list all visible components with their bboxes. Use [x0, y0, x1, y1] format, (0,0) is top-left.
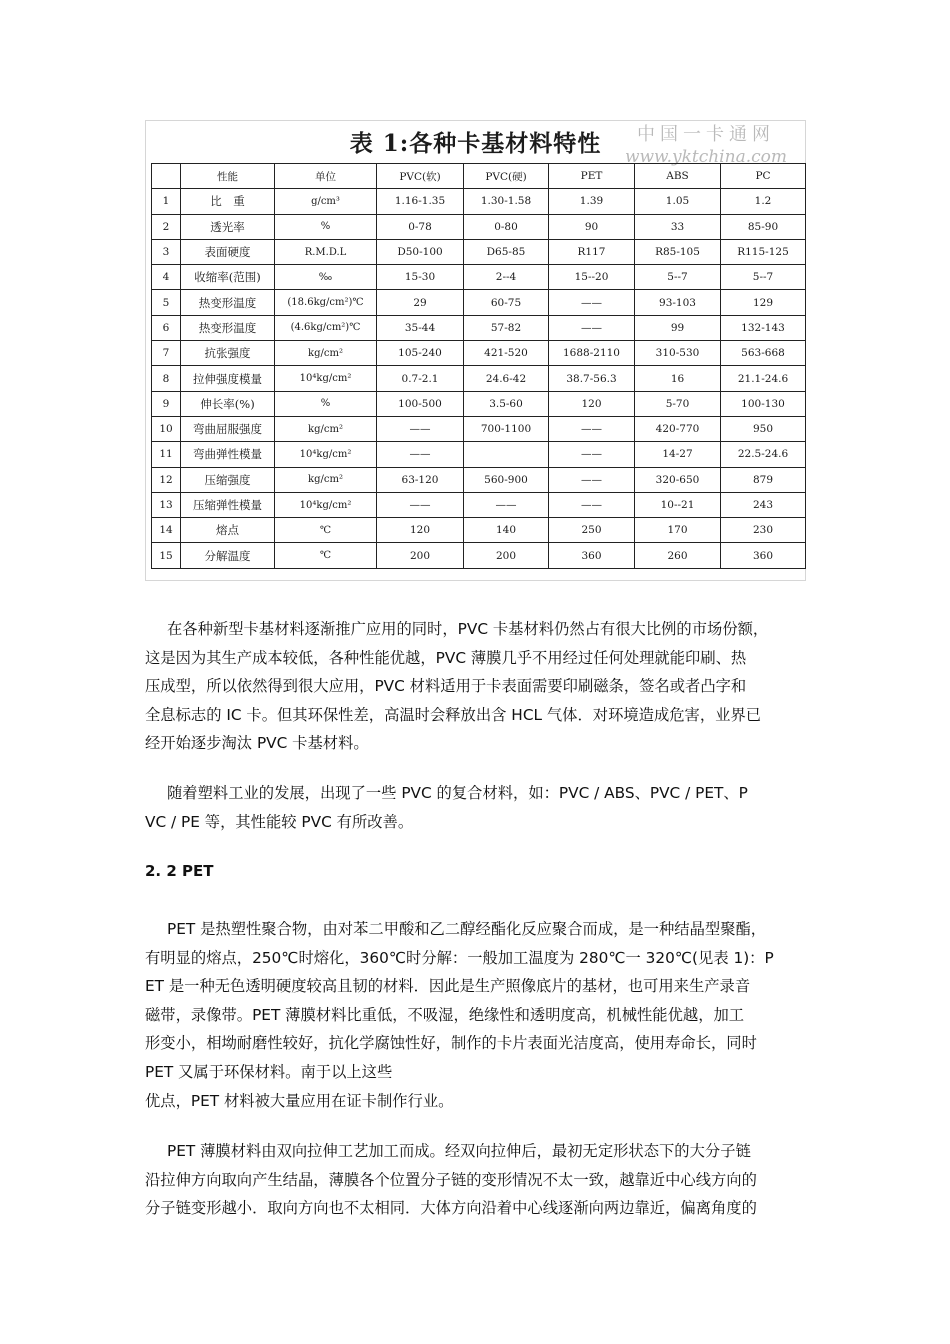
table-cell: (18.6kg/cm²)℃ — [275, 290, 377, 315]
table-header-cell — [152, 164, 181, 189]
text-line: ET 是一种无色透明硬度较高且韧的材料．因此是生产照像底片的基材，也可用来生产录音 — [145, 977, 751, 996]
table-cell: 1.2 — [721, 189, 806, 214]
table-cell: R117 — [549, 239, 635, 264]
table-cell: 310-530 — [635, 341, 721, 366]
table-cell: 热变形温度 — [181, 315, 275, 340]
table-cell: 15 — [152, 543, 181, 568]
table-cell: —— — [377, 492, 464, 517]
table-cell: 5--7 — [721, 265, 806, 290]
table-cell: 200 — [464, 543, 549, 568]
table-cell: kg/cm² — [275, 341, 377, 366]
table-cell: D65-85 — [464, 239, 549, 264]
text-line: PET 又属于环保材料。南于以上这些 — [145, 1062, 393, 1081]
table-cell: 弯曲屈服强度 — [181, 416, 275, 441]
table-cell: (4.6kg/cm²)℃ — [275, 315, 377, 340]
table-cell: 320-650 — [635, 467, 721, 492]
table-cell: 14-27 — [635, 442, 721, 467]
table-cell: 12 — [152, 467, 181, 492]
text-line: 全息标志的 IC 卡。但其环保性差，高温时会释放出含 HCL 气体．对环境造成危害，业界已 — [145, 705, 762, 724]
table-row — [152, 543, 806, 568]
table-cell: 560-900 — [464, 467, 549, 492]
table-cell: 伸长率(%) — [181, 391, 275, 416]
text-line: 磁带，录像带。PET 薄膜材料比重低，不吸湿，绝缘性和透明度高，机械性能优越，加工 — [145, 1005, 745, 1024]
text-line: 分子链变形越小．取向方向也不太相同．大体方向沿着中心线逐渐向两边靠近，偏离角度的 — [145, 1199, 757, 1218]
table-cell: 170 — [635, 518, 721, 543]
table-cell: 10⁴kg/cm² — [275, 366, 377, 391]
table-cell: 260 — [635, 543, 721, 568]
table-row — [152, 239, 806, 264]
table-cell: 表面硬度 — [181, 239, 275, 264]
table-figure — [145, 120, 806, 581]
table-cell: 抗张强度 — [181, 341, 275, 366]
table-cell: 33 — [635, 214, 721, 239]
table-row — [152, 214, 806, 239]
table-cell: 99 — [635, 315, 721, 340]
table-row — [152, 467, 806, 492]
text-line: 压成型，所以依然得到很大应用，PVC 材料适用于卡表面需要印刷磁条，签名或者凸字和 — [145, 677, 747, 696]
table-cell: 57-82 — [464, 315, 549, 340]
text-line: 随着塑料工业的发展，出现了一些 PVC 的复合材料，如：PVC / ABS、PVC / PET、P — [167, 784, 748, 802]
section-heading-pet: 2. 2 PET — [145, 862, 214, 880]
table-cell: 0-80 — [464, 214, 549, 239]
table-cell: 420-770 — [635, 416, 721, 441]
table-row — [152, 492, 806, 517]
table-cell: 950 — [721, 416, 806, 441]
table-cell: 1.16-1.35 — [377, 189, 464, 214]
table-cell: 分解温度 — [181, 543, 275, 568]
table-cell: —— — [377, 416, 464, 441]
watermark-cn: 中国一卡通网 — [636, 124, 775, 145]
table-cell: 1.39 — [549, 189, 635, 214]
table-cell: 2 — [152, 214, 181, 239]
table-title: 表 1:各种卡基材料特性 — [349, 130, 602, 157]
table-cell: R115-125 — [721, 239, 806, 264]
table-cell: 15--20 — [549, 265, 635, 290]
table-cell: —— — [549, 416, 635, 441]
table-cell: 收缩率(范围) — [181, 265, 275, 290]
table-header-cell: PET — [549, 164, 635, 189]
table-cell: 0.7-2.1 — [377, 366, 464, 391]
table-cell: —— — [549, 467, 635, 492]
table-cell: 1 — [152, 189, 181, 214]
table-cell: 10⁴kg/cm² — [275, 492, 377, 517]
paragraph-pet-properties — [145, 915, 810, 1115]
text-line: 这是因为其生产成本较低，各种性能优越，PVC 薄膜几乎不用经过任何处理就能印刷、热 — [145, 648, 747, 667]
watermark-url: www.yktchina.com — [624, 147, 787, 167]
table-row — [152, 391, 806, 416]
table-cell: 5 — [152, 290, 181, 315]
table-cell: 3 — [152, 239, 181, 264]
table-cell: 38.7-56.3 — [549, 366, 635, 391]
table-cell: 4 — [152, 265, 181, 290]
table-cell: 243 — [721, 492, 806, 517]
table-cell: 29 — [377, 290, 464, 315]
table-cell: ℃ — [275, 518, 377, 543]
text-line: 优点，PET 材料被大量应用在证卡制作行业。 — [145, 1091, 454, 1110]
table-row — [152, 442, 806, 467]
table-header-cell: 单位 — [275, 164, 377, 189]
table-cell — [464, 442, 549, 467]
table-cell: 132-143 — [721, 315, 806, 340]
table-cell: 5--7 — [635, 265, 721, 290]
table-cell: 透光率 — [181, 214, 275, 239]
paragraph-pet-film — [145, 1137, 810, 1223]
table-cell: % — [275, 214, 377, 239]
table-cell: R.M.D.L — [275, 239, 377, 264]
table-cell: —— — [549, 492, 635, 517]
table-row — [152, 518, 806, 543]
table-cell: —— — [377, 442, 464, 467]
table-header-cell: PVC(硬) — [464, 164, 549, 189]
table-row — [152, 265, 806, 290]
table-cell: 360 — [549, 543, 635, 568]
table-cell: 5-70 — [635, 391, 721, 416]
table-cell: 1.30-1.58 — [464, 189, 549, 214]
table-row — [152, 366, 806, 391]
text-line: 在各种新型卡基材料逐渐推广应用的同时，PVC 卡基材料仍然占有很大比例的市场份额， — [167, 620, 769, 638]
table-header-cell: 性能 — [181, 164, 275, 189]
table-cell: 7 — [152, 341, 181, 366]
table-cell: 100-130 — [721, 391, 806, 416]
text-line: 经开始逐步淘汰 PVC 卡基材料。 — [145, 734, 369, 753]
table-cell: 360 — [721, 543, 806, 568]
table-cell: 63-120 — [377, 467, 464, 492]
table-cell: ‰ — [275, 265, 377, 290]
table-cell: 1.05 — [635, 189, 721, 214]
table-cell: 10--21 — [635, 492, 721, 517]
text-line: 有明显的熔点，250℃时熔化，360℃时分解：一般加工温度为 280℃一 320℃(见表 1)：P — [145, 948, 774, 967]
table-cell: 85-90 — [721, 214, 806, 239]
text-line: 形变小，相坳耐磨性较好，抗化学腐蚀性好，制作的卡片表面光洁度高，使用寿命长，同时 — [145, 1034, 757, 1053]
table-cell: —— — [464, 492, 549, 517]
table-cell: 120 — [377, 518, 464, 543]
text-line: PET 薄膜材料由双向拉伸工艺加工而成。经双向拉伸后，最初无定形状态下的大分子链 — [167, 1142, 751, 1160]
table-cell: 700-1100 — [464, 416, 549, 441]
table-header-cell: PC — [721, 164, 806, 189]
paragraph-pvc-market — [145, 615, 810, 758]
table-cell: 60-75 — [464, 290, 549, 315]
table-cell: 0-78 — [377, 214, 464, 239]
properties-table — [151, 163, 806, 569]
table-row — [152, 189, 806, 214]
table-cell: R85-105 — [635, 239, 721, 264]
table-row — [152, 341, 806, 366]
table-cell: 13 — [152, 492, 181, 517]
table-cell: 140 — [464, 518, 549, 543]
table-cell: 压缩弹性模量 — [181, 492, 275, 517]
table-cell: 14 — [152, 518, 181, 543]
table-cell: 2--4 — [464, 265, 549, 290]
table-cell: 22.5-24.6 — [721, 442, 806, 467]
table-cell: 热变形温度 — [181, 290, 275, 315]
table-row — [152, 416, 806, 441]
text-line: 沿拉伸方向取向产生结晶，薄膜各个位置分子链的变形情况不太一致，越靠近中心线方向的 — [145, 1170, 757, 1189]
table-header-cell: PVC(软) — [377, 164, 464, 189]
table-cell: 3.5-60 — [464, 391, 549, 416]
table-cell: 15-30 — [377, 265, 464, 290]
table-cell: kg/cm² — [275, 416, 377, 441]
table-cell: g/cm³ — [275, 189, 377, 214]
table-cell: —— — [549, 315, 635, 340]
table-row — [152, 290, 806, 315]
table-cell: 21.1-24.6 — [721, 366, 806, 391]
table-cell: 10 — [152, 416, 181, 441]
table-header-cell: ABS — [635, 164, 721, 189]
table-cell: 93-103 — [635, 290, 721, 315]
table-cell: 弯曲弹性模量 — [181, 442, 275, 467]
table-cell: 35-44 — [377, 315, 464, 340]
table-cell: 120 — [549, 391, 635, 416]
table-cell: 563-668 — [721, 341, 806, 366]
table-cell: % — [275, 391, 377, 416]
table-cell: kg/cm² — [275, 467, 377, 492]
table-cell: 压缩强度 — [181, 467, 275, 492]
table-header-row — [152, 164, 806, 189]
table-cell: 250 — [549, 518, 635, 543]
table-cell: —— — [549, 442, 635, 467]
table-cell: ℃ — [275, 543, 377, 568]
table-cell: 熔点 — [181, 518, 275, 543]
table-cell: 129 — [721, 290, 806, 315]
table-cell: —— — [549, 290, 635, 315]
table-cell: D50-100 — [377, 239, 464, 264]
table-cell: 6 — [152, 315, 181, 340]
table-cell: 100-500 — [377, 391, 464, 416]
text-line: VC / PE 等，其性能较 PVC 有所改善。 — [145, 812, 414, 831]
table-cell: 879 — [721, 467, 806, 492]
table-cell: 200 — [377, 543, 464, 568]
table-cell: 24.6-42 — [464, 366, 549, 391]
table-cell: 11 — [152, 442, 181, 467]
table-cell: 90 — [549, 214, 635, 239]
text-line: PET 是热塑性聚合物，由对苯二甲酸和乙二醇经酯化反应聚合而成，是一种结晶型聚酯， — [167, 920, 767, 938]
table-cell: 230 — [721, 518, 806, 543]
table-cell: 9 — [152, 391, 181, 416]
table-cell: 421-520 — [464, 341, 549, 366]
table-cell: 8 — [152, 366, 181, 391]
table-cell: 比 重 — [181, 189, 275, 214]
table-cell: 1688-2110 — [549, 341, 635, 366]
table-cell: 拉伸强度模量 — [181, 366, 275, 391]
table-cell: 10⁴kg/cm² — [275, 442, 377, 467]
paragraph-pvc-composites — [145, 779, 810, 836]
table-row — [152, 315, 806, 340]
table-cell: 105-240 — [377, 341, 464, 366]
table-cell: 16 — [635, 366, 721, 391]
